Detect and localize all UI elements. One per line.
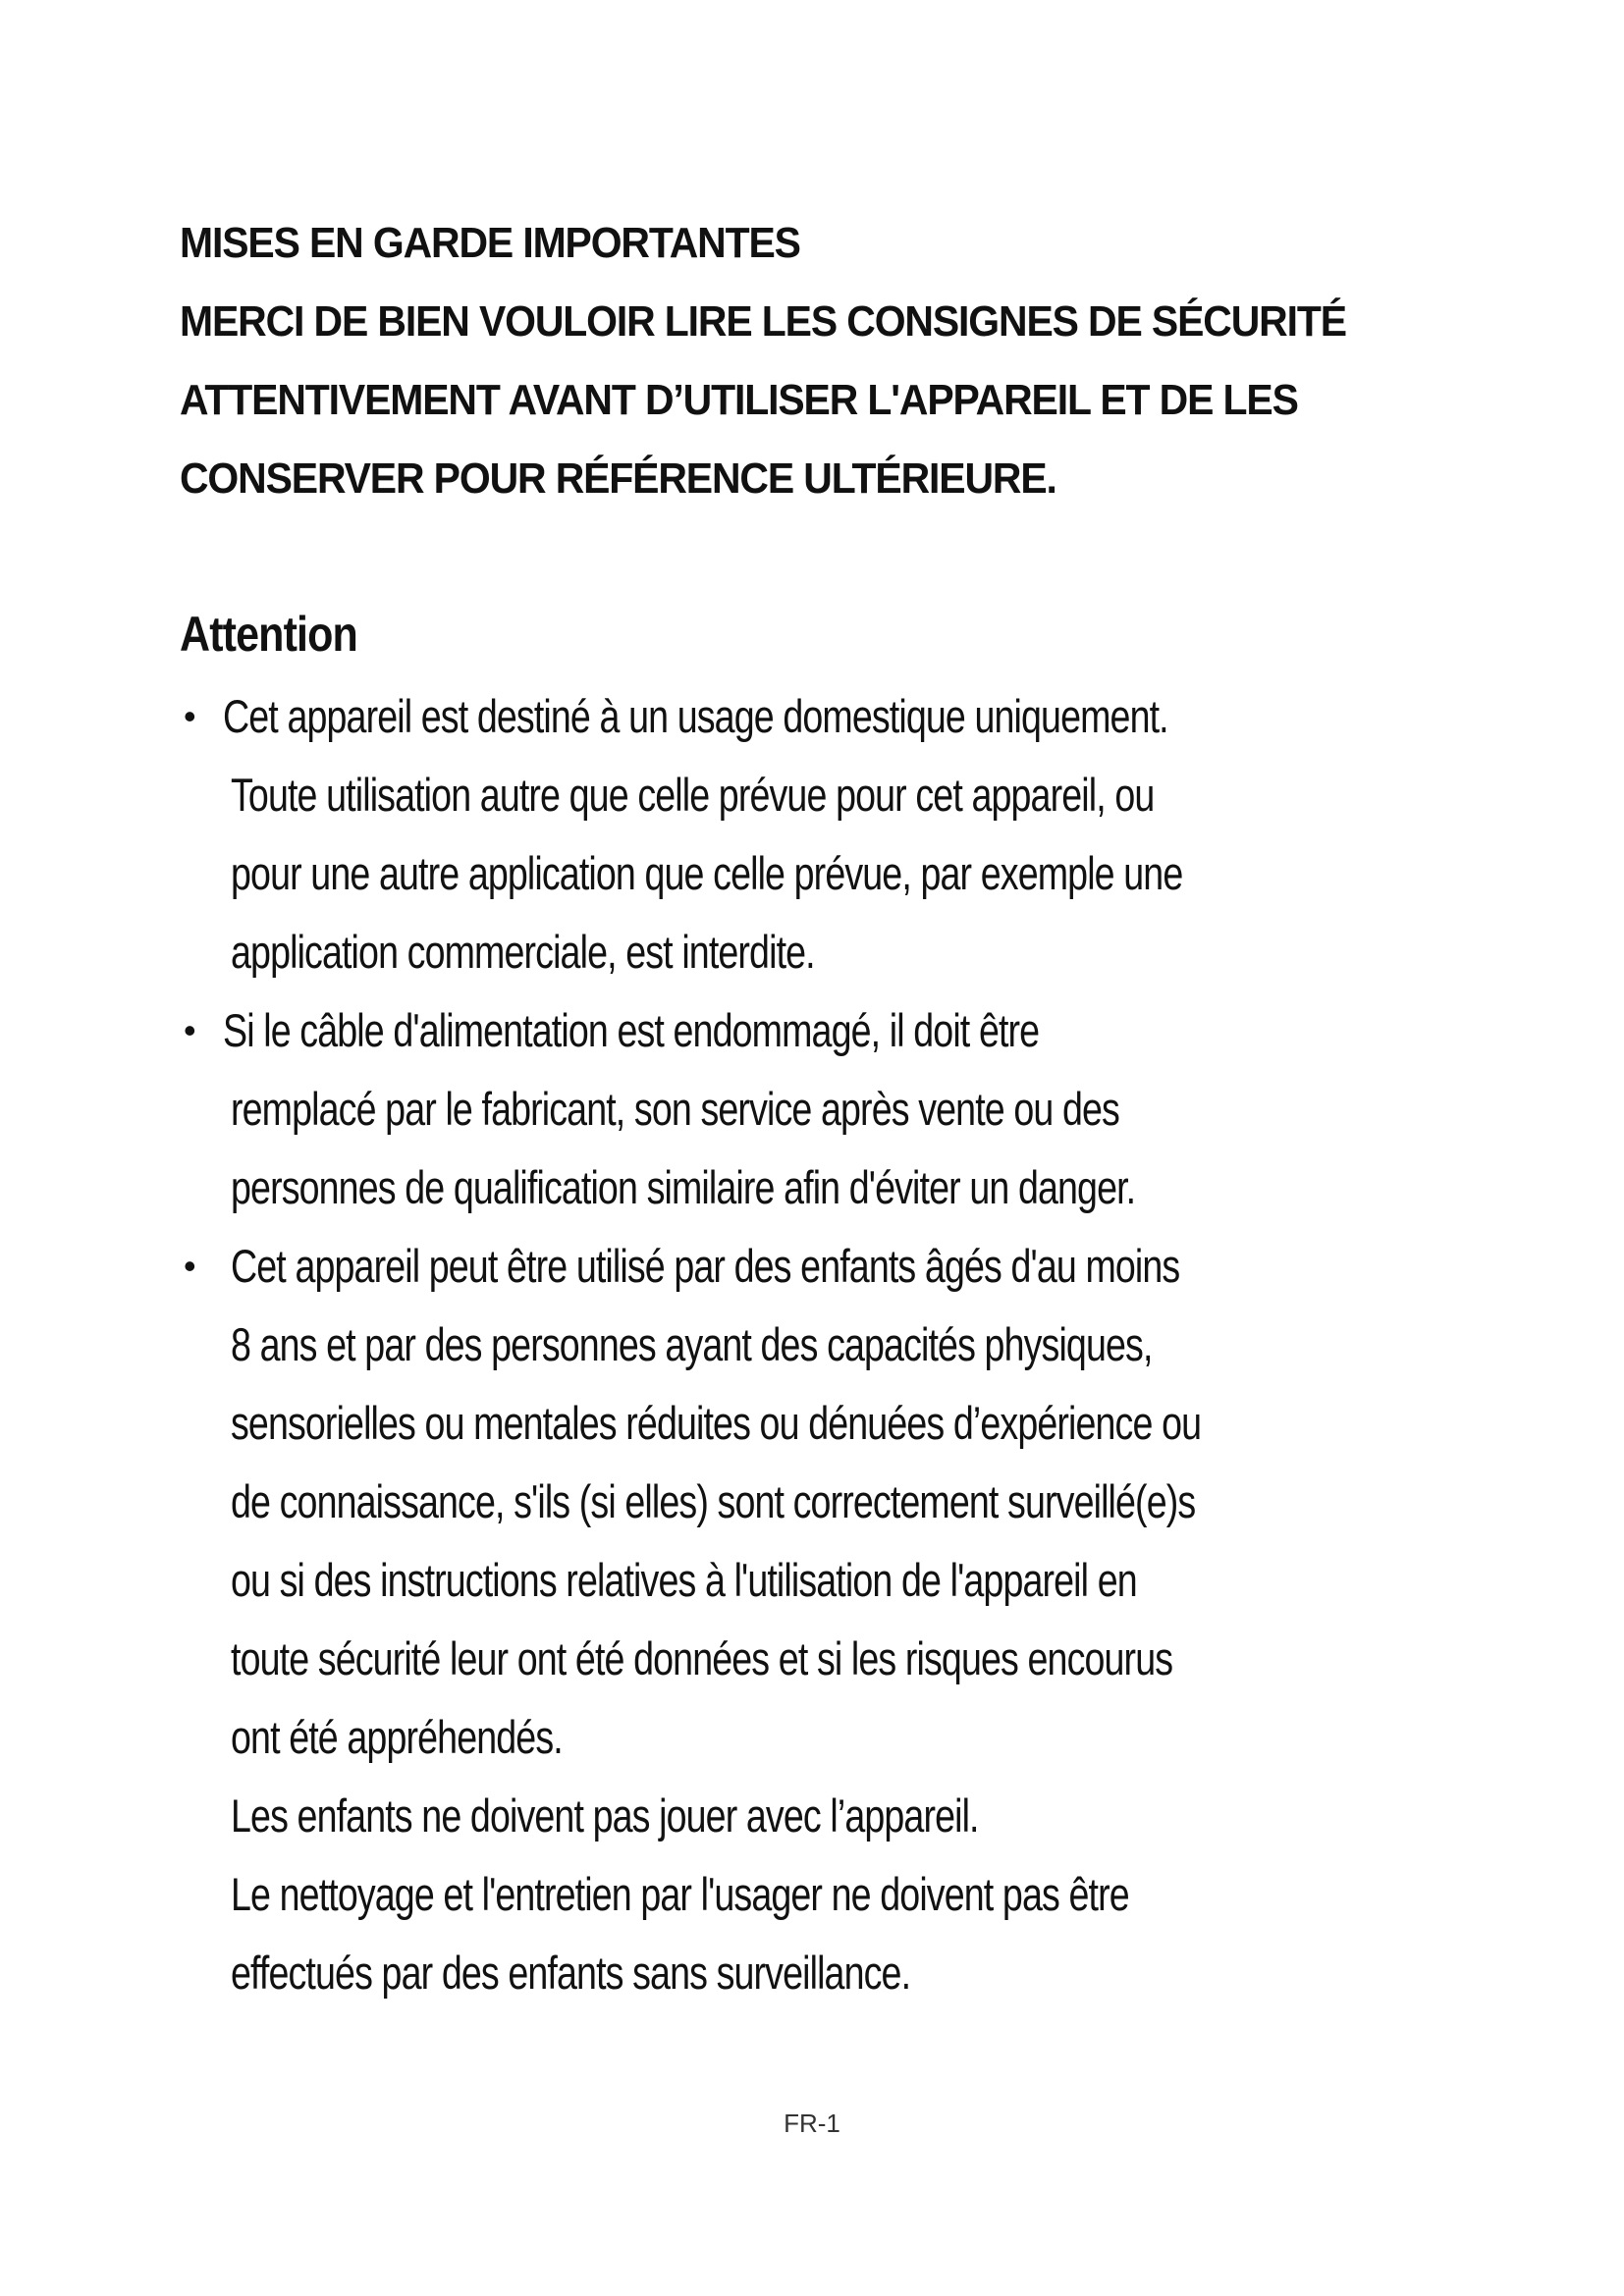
list-item-line: Toute utilisation autre que celle prévue pour cet appareil, ou xyxy=(231,769,1155,821)
heading-line: MERCI DE BIEN VOULOIR LIRE LES CONSIGNES DE SÉCURITÉ xyxy=(180,297,1346,346)
list-item xyxy=(180,1227,1486,2012)
heading-line: CONSERVER POUR RÉFÉRENCE ULTÉRIEURE. xyxy=(180,454,1056,503)
list-item-line: ont été appréhendés. xyxy=(231,1711,563,1763)
list-item-line: 8 ans et par des personnes ayant des capacités physiques, xyxy=(231,1318,1153,1370)
bullet-icon: • xyxy=(184,696,195,736)
list-item xyxy=(180,677,1486,991)
bullet-icon: • xyxy=(184,1010,195,1050)
list-item-line: sensorielles ou mentales réduites ou dénuées d’expérience ou xyxy=(231,1397,1202,1449)
list-item-line: pour une autre application que celle prévue, par exemple une xyxy=(231,847,1183,899)
list-item-line: ou si des instructions relatives à l'utilisation de l'appareil en xyxy=(231,1554,1137,1606)
list-item-line: Le nettoyage et l'entretien par l'usager ne doivent pas être xyxy=(231,1868,1129,1920)
bullet-icon: • xyxy=(184,1246,195,1286)
heading-line: ATTENTIVEMENT AVANT D’UTILISER L'APPAREIL ET DE LES xyxy=(180,376,1298,424)
section-title: Attention xyxy=(180,607,357,662)
list-item-line: personnes de qualification similaire afin d'éviter un danger. xyxy=(231,1161,1136,1213)
page-number: FR-1 xyxy=(784,2109,840,2138)
list-item xyxy=(180,991,1486,1227)
heading-line: MISES EN GARDE IMPORTANTES xyxy=(180,219,800,267)
list-item-line: remplacé par le fabricant, son service après vente ou des xyxy=(231,1083,1119,1135)
list-item-line: Les enfants ne doivent pas jouer avec l’appareil. xyxy=(231,1789,979,1842)
list-item-line: effectués par des enfants sans surveillance. xyxy=(231,1947,911,1999)
list-item-line: de connaissance, s'ils (si elles) sont correctement surveillé(e)s xyxy=(231,1475,1196,1527)
safety-instructions-list xyxy=(180,677,1486,2012)
list-item-line: toute sécurité leur ont été données et si les risques encourus xyxy=(231,1632,1173,1684)
list-item-line: application commerciale, est interdite. xyxy=(231,926,815,978)
list-item-line: Cet appareil est destiné à un usage domestique uniquement. xyxy=(223,690,1168,742)
important-warnings-heading xyxy=(180,204,1394,518)
list-item-line: Cet appareil peut être utilisé par des enfants âgés d'au moins xyxy=(231,1240,1180,1292)
list-item-line: Si le câble d'alimentation est endommagé, il doit être xyxy=(223,1004,1040,1056)
